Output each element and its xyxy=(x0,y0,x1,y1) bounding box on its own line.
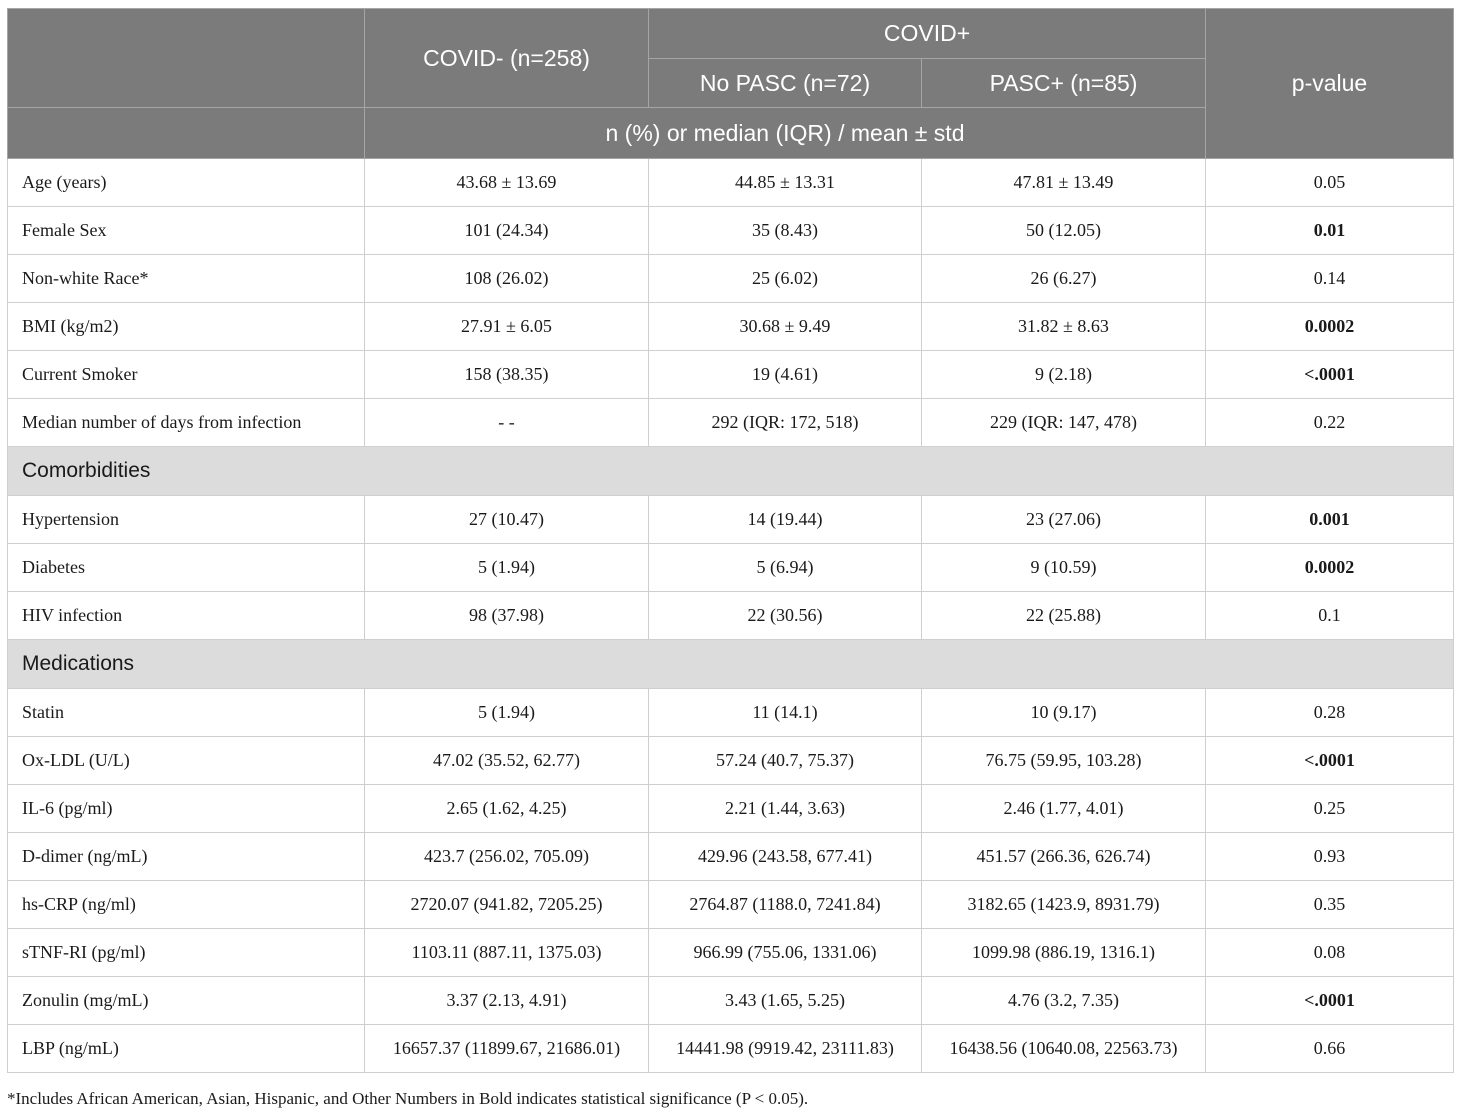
pasc-positive-value: 3182.65 (1423.9, 8931.79) xyxy=(922,881,1206,929)
row-label: BMI (kg/m2) xyxy=(8,303,365,351)
row-label: Ox-LDL (U/L) xyxy=(8,737,365,785)
covid-negative-value: 1103.11 (887.11, 1375.03) xyxy=(365,929,649,977)
no-pasc-value: 2.21 (1.44, 3.63) xyxy=(649,785,922,833)
p-value-cell: 0.001 xyxy=(1206,496,1454,544)
header-no-pasc: No PASC (n=72) xyxy=(649,59,922,108)
p-value-cell: 0.93 xyxy=(1206,833,1454,881)
table-row xyxy=(8,977,1454,1025)
p-value-cell: 0.28 xyxy=(1206,689,1454,737)
p-value-cell: <.0001 xyxy=(1206,977,1454,1025)
no-pasc-value: 35 (8.43) xyxy=(649,207,922,255)
section-title: Comorbidities xyxy=(8,447,1454,496)
footnote: *Includes African American, Asian, Hispanic, and Other Numbers in Bold indicates statistical significance (P < 0.05). xyxy=(7,1089,809,1108)
table-header xyxy=(8,9,1454,159)
pasc-positive-value: 9 (10.59) xyxy=(922,544,1206,592)
table-row xyxy=(8,833,1454,881)
pasc-positive-value: 1099.98 (886.19, 1316.1) xyxy=(922,929,1206,977)
covid-negative-value: 3.37 (2.13, 4.91) xyxy=(365,977,649,1025)
header-covid-negative: COVID- (n=258) xyxy=(365,9,649,108)
p-value-cell: 0.25 xyxy=(1206,785,1454,833)
no-pasc-value: 3.43 (1.65, 5.25) xyxy=(649,977,922,1025)
table-row xyxy=(8,544,1454,592)
p-value-cell: 0.05 xyxy=(1206,159,1454,207)
section-row xyxy=(8,640,1454,689)
row-label: hs-CRP (ng/ml) xyxy=(8,881,365,929)
pasc-positive-value: 31.82 ± 8.63 xyxy=(922,303,1206,351)
table-row xyxy=(8,1025,1454,1073)
row-label: Current Smoker xyxy=(8,351,365,399)
pasc-positive-value: 47.81 ± 13.49 xyxy=(922,159,1206,207)
p-value-cell: <.0001 xyxy=(1206,351,1454,399)
row-label: Diabetes xyxy=(8,544,365,592)
table-row xyxy=(8,785,1454,833)
section-row xyxy=(8,447,1454,496)
table-row xyxy=(8,737,1454,785)
covid-negative-value: 101 (24.34) xyxy=(365,207,649,255)
row-label: Hypertension xyxy=(8,496,365,544)
table-row xyxy=(8,159,1454,207)
header-blank-cell-2 xyxy=(8,108,365,159)
covid-negative-value: 47.02 (35.52, 62.77) xyxy=(365,737,649,785)
no-pasc-value: 30.68 ± 9.49 xyxy=(649,303,922,351)
covid-negative-value: 43.68 ± 13.69 xyxy=(365,159,649,207)
table-row xyxy=(8,592,1454,640)
p-value-cell: 0.08 xyxy=(1206,929,1454,977)
covid-negative-value: 16657.37 (11899.67, 21686.01) xyxy=(365,1025,649,1073)
baseline-characteristics-table xyxy=(7,8,1454,1073)
covid-negative-value: 108 (26.02) xyxy=(365,255,649,303)
no-pasc-value: 14441.98 (9919.42, 23111.83) xyxy=(649,1025,922,1073)
pasc-positive-value: 23 (27.06) xyxy=(922,496,1206,544)
header-covid-positive: COVID+ xyxy=(649,9,1206,59)
table-row xyxy=(8,207,1454,255)
covid-negative-value: 2.65 (1.62, 4.25) xyxy=(365,785,649,833)
no-pasc-value: 44.85 ± 13.31 xyxy=(649,159,922,207)
row-label: IL-6 (pg/ml) xyxy=(8,785,365,833)
p-value-cell: 0.1 xyxy=(1206,592,1454,640)
row-label: Statin xyxy=(8,689,365,737)
no-pasc-value: 5 (6.94) xyxy=(649,544,922,592)
p-value-cell: 0.14 xyxy=(1206,255,1454,303)
row-label: Non-white Race* xyxy=(8,255,365,303)
p-value-cell: 0.35 xyxy=(1206,881,1454,929)
covid-negative-value: 27.91 ± 6.05 xyxy=(365,303,649,351)
p-value-cell: 0.22 xyxy=(1206,399,1454,447)
pasc-positive-value: 2.46 (1.77, 4.01) xyxy=(922,785,1206,833)
p-value-cell: 0.0002 xyxy=(1206,303,1454,351)
no-pasc-value: 2764.87 (1188.0, 7241.84) xyxy=(649,881,922,929)
covid-negative-value: 2720.07 (941.82, 7205.25) xyxy=(365,881,649,929)
pasc-positive-value: 4.76 (3.2, 7.35) xyxy=(922,977,1206,1025)
table-row xyxy=(8,496,1454,544)
header-p-value: p-value xyxy=(1206,9,1454,159)
pasc-positive-value: 26 (6.27) xyxy=(922,255,1206,303)
no-pasc-value: 19 (4.61) xyxy=(649,351,922,399)
covid-negative-value: 158 (38.35) xyxy=(365,351,649,399)
covid-negative-value: 98 (37.98) xyxy=(365,592,649,640)
no-pasc-value: 11 (14.1) xyxy=(649,689,922,737)
pasc-positive-value: 76.75 (59.95, 103.28) xyxy=(922,737,1206,785)
header-pasc-positive: PASC+ (n=85) xyxy=(922,59,1206,108)
pasc-positive-value: 10 (9.17) xyxy=(922,689,1206,737)
row-label: HIV infection xyxy=(8,592,365,640)
no-pasc-value: 22 (30.56) xyxy=(649,592,922,640)
header-stat-description: n (%) or median (IQR) / mean ± std xyxy=(365,108,1206,159)
covid-negative-value: 27 (10.47) xyxy=(365,496,649,544)
no-pasc-value: 292 (IQR: 172, 518) xyxy=(649,399,922,447)
row-label: LBP (ng/mL) xyxy=(8,1025,365,1073)
no-pasc-value: 25 (6.02) xyxy=(649,255,922,303)
table-row xyxy=(8,303,1454,351)
header-blank-cell xyxy=(8,9,365,108)
row-label: Female Sex xyxy=(8,207,365,255)
table-row xyxy=(8,255,1454,303)
pasc-positive-value: 9 (2.18) xyxy=(922,351,1206,399)
row-label: sTNF-RI (pg/ml) xyxy=(8,929,365,977)
covid-negative-value: 5 (1.94) xyxy=(365,544,649,592)
p-value-cell: 0.01 xyxy=(1206,207,1454,255)
table-row xyxy=(8,399,1454,447)
covid-negative-value: 5 (1.94) xyxy=(365,689,649,737)
no-pasc-value: 429.96 (243.58, 677.41) xyxy=(649,833,922,881)
pasc-positive-value: 451.57 (266.36, 626.74) xyxy=(922,833,1206,881)
pasc-positive-value: 50 (12.05) xyxy=(922,207,1206,255)
pasc-positive-value: 16438.56 (10640.08, 22563.73) xyxy=(922,1025,1206,1073)
covid-negative-value: 423.7 (256.02, 705.09) xyxy=(365,833,649,881)
row-label: Zonulin (mg/mL) xyxy=(8,977,365,1025)
covid-negative-value: - - xyxy=(365,399,649,447)
pasc-positive-value: 22 (25.88) xyxy=(922,592,1206,640)
p-value-cell: <.0001 xyxy=(1206,737,1454,785)
no-pasc-value: 966.99 (755.06, 1331.06) xyxy=(649,929,922,977)
row-label: Median number of days from infection xyxy=(8,399,365,447)
p-value-cell: 0.66 xyxy=(1206,1025,1454,1073)
p-value-cell: 0.0002 xyxy=(1206,544,1454,592)
section-title: Medications xyxy=(8,640,1454,689)
table-row xyxy=(8,881,1454,929)
pasc-positive-value: 229 (IQR: 147, 478) xyxy=(922,399,1206,447)
table-row xyxy=(8,929,1454,977)
table-row xyxy=(8,351,1454,399)
no-pasc-value: 57.24 (40.7, 75.37) xyxy=(649,737,922,785)
no-pasc-value: 14 (19.44) xyxy=(649,496,922,544)
row-label: D-dimer (ng/mL) xyxy=(8,833,365,881)
table-body xyxy=(8,159,1454,1073)
table-row xyxy=(8,689,1454,737)
row-label: Age (years) xyxy=(8,159,365,207)
